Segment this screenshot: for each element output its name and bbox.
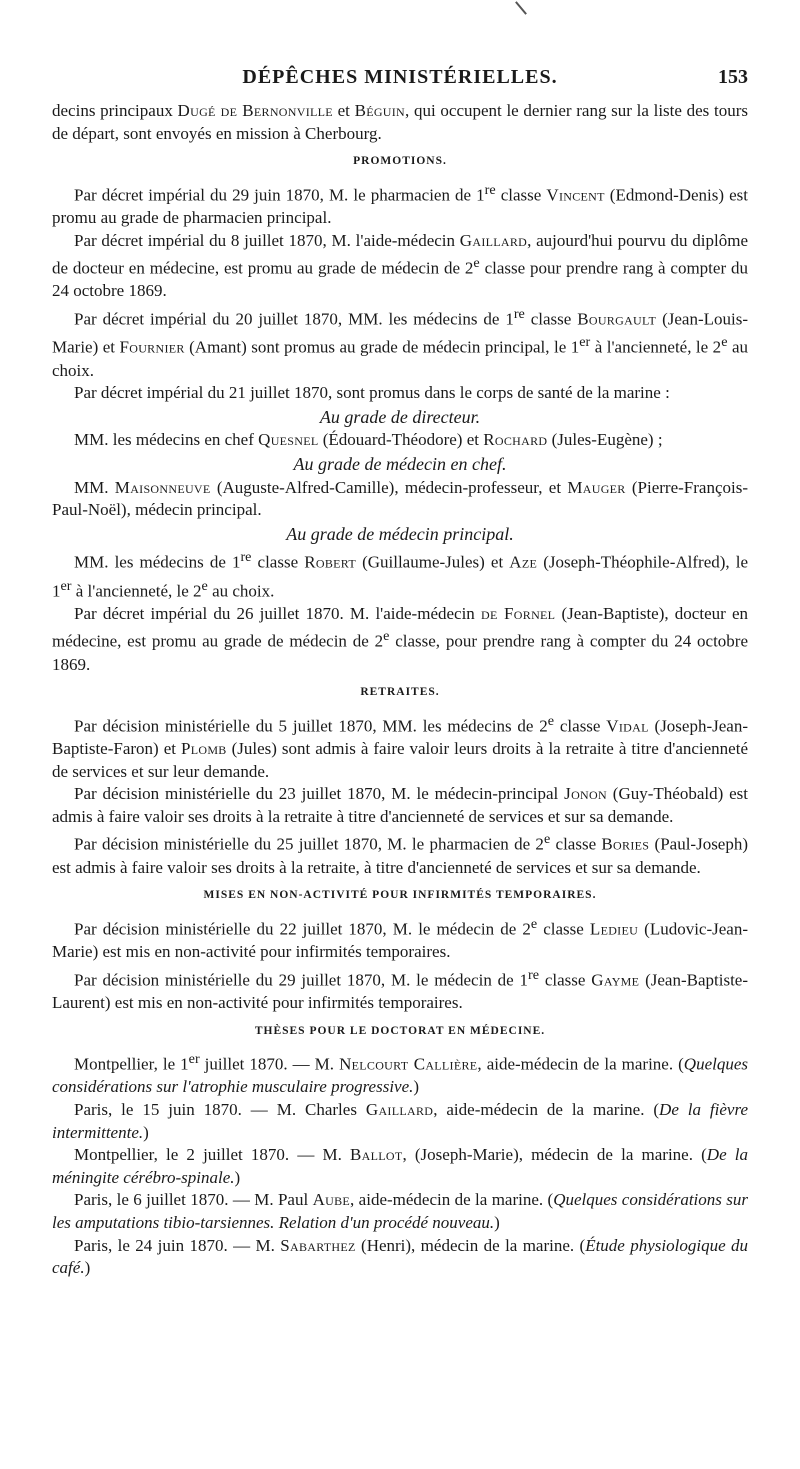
paragraph	[52, 303, 748, 382]
text-run: (Paul-Joseph) est admis à faire valoir ses droits à la retraite, à titre d'ancienneté de services et sur sa demande.	[52, 835, 749, 877]
text-run: classe	[537, 919, 590, 939]
paragraph	[52, 710, 748, 783]
person-name: Gayme	[591, 970, 640, 990]
person-name: Gaillard	[365, 1100, 434, 1120]
superscript: e	[201, 577, 208, 594]
text-run: Paris, le 24 juin 1870. — M.	[74, 1235, 281, 1255]
person-name: Fournier	[119, 337, 185, 357]
text-run: (Jules) sont admis à faire valoir leurs droits à la retraite à titre d'ancienneté de services et sur leur demande.	[52, 739, 748, 781]
page-header	[52, 66, 748, 96]
superscript: re	[240, 549, 252, 566]
text-run: (Henri), médecin de la marine. (	[355, 1235, 586, 1255]
text-run: au choix.	[207, 581, 275, 601]
person-name: Aze	[509, 552, 538, 572]
text-run: Par décision ministérielle du 23 juillet 1870, M. le médecin-principal	[74, 784, 565, 804]
text-run: )	[234, 1167, 241, 1187]
text-run: , qui occupent le dernier rang sur la liste des tours de départ, sont envoyés en mission à Cherbourg.	[52, 101, 748, 143]
paragraph	[52, 913, 748, 964]
person-name: Quesnel	[258, 430, 319, 450]
text-run: Par décision ministérielle du 25 juillet 1870, M. le pharmacien de 2	[74, 835, 544, 855]
person-name: Bourgault	[577, 309, 657, 329]
text-run: , (Joseph-Marie), médecin de la marine. (	[402, 1145, 707, 1165]
superscript: er	[60, 577, 72, 594]
person-name: Vidal	[606, 716, 649, 736]
text-run: (Édouard-Théodore) et	[318, 430, 484, 450]
page-number: 153	[718, 66, 748, 88]
text-run: )	[413, 1077, 420, 1097]
intro-paragraph	[52, 100, 748, 145]
subheading-medecin-principal: Au grade de médecin principal.	[286, 523, 514, 544]
paragraph	[52, 477, 748, 522]
paragraph	[52, 1235, 748, 1280]
paragraph	[52, 1144, 748, 1189]
text-run: MM. les médecins en chef	[74, 430, 259, 450]
scan-mark	[515, 1, 527, 15]
text-run: (Auguste-Alfred-Camille), médecin-professeur, et	[210, 477, 568, 497]
text-run: , aide-médecin de la marine. (	[433, 1100, 660, 1120]
text-run: (Edmond-Denis) est promu au grade de pharmacien principal.	[52, 185, 749, 228]
person-name: Maisonneuve	[114, 477, 211, 497]
text-run: (Joseph-Théophile-Alfred), le 1	[52, 552, 749, 601]
text-run: MM.	[74, 477, 115, 497]
paragraph	[52, 828, 748, 879]
paragraph	[52, 783, 748, 828]
paragraph	[52, 230, 748, 303]
text-run: à l'ancienneté, le 2	[590, 337, 722, 357]
person-name: Rochard	[483, 430, 548, 450]
text-run: (Pierre-François-Paul-Noël), médecin principal.	[52, 477, 749, 520]
text-run: Par décret impérial du 29 juin 1870, M. le pharmacien de 1	[74, 185, 485, 205]
thesis-title: Étude physiologique du café.	[52, 1235, 748, 1278]
text-run: classe	[251, 552, 305, 572]
superscript: re	[484, 181, 496, 198]
text-run: )	[143, 1122, 149, 1142]
text-run: (Guillaume-Jules) et	[355, 552, 510, 572]
section-heading-non-activite: MISES EN NON-ACTIVITÉ POUR INFIRMITÉS TEMPORAIRES.	[203, 889, 597, 902]
person-name: Ledieu	[589, 919, 639, 939]
text-run: (Jules-Eugène) ;	[547, 430, 663, 450]
running-title: DÉPÊCHES MINISTÉRIELLES.	[242, 66, 558, 88]
person-name: Vincent	[546, 185, 605, 205]
person-name: Sabarthez	[280, 1235, 356, 1255]
person-name: Bories	[601, 835, 650, 855]
text-run: Montpellier, le 2 juillet 1870. — M.	[74, 1145, 350, 1165]
text-run: Paris, le 15 juin 1870. — M. Charles	[74, 1100, 366, 1120]
thesis-title: Quelques considérations sur l'atrophie musculaire progressive.	[52, 1054, 749, 1097]
text-run: )	[84, 1258, 91, 1278]
text-run: Par décret impérial du 20 juillet 1870, MM. les médecins de 1	[74, 309, 514, 329]
text-run: classe	[539, 970, 592, 990]
text-run: (Guy-Théobald) est admis à faire valoir ses droits à la retraite à titre d'ancienneté de services et sur sa demande.	[52, 784, 749, 826]
text-run: classe pour prendre rang à compter du 24 octobre 1869.	[52, 258, 748, 301]
paragraph	[52, 1189, 748, 1234]
paragraph	[52, 603, 748, 676]
text-run: classe	[550, 835, 602, 855]
text-run: Par décret impérial du 26 juillet 1870. M. l'aide-médecin	[74, 603, 481, 623]
paragraph	[52, 1099, 748, 1144]
person-name: Aube	[312, 1190, 351, 1210]
page-body	[52, 100, 748, 1280]
text-run: , aide-médecin de la marine. (	[350, 1190, 554, 1210]
superscript: e	[473, 255, 480, 272]
text-run: Par décision ministérielle du 29 juillet 1870, M. le médecin de 1	[74, 970, 529, 990]
person-name: Dugé de Bernonville	[177, 101, 333, 120]
superscript: er	[579, 334, 591, 351]
subheading-directeur: Au grade de directeur.	[319, 406, 481, 427]
text-run: Par décret impérial du 8 juillet 1870, M. l'aide-médecin	[74, 230, 460, 250]
superscript: e	[547, 712, 555, 729]
section-heading-retraites: RETRAITES.	[360, 686, 440, 699]
text-run: (Jean-Baptiste-Laurent) est mis en non-activité pour infirmités temporaires.	[52, 970, 749, 1012]
person-name: Gaillard	[459, 230, 528, 250]
text-run: MM. les médecins de 1	[74, 552, 241, 572]
person-name: Jonon	[564, 784, 607, 804]
section-heading-promotions: PROMOTIONS.	[353, 155, 447, 168]
text-run: au choix.	[52, 337, 749, 380]
superscript: e	[721, 334, 728, 351]
text-run: juillet 1870. — M.	[199, 1054, 340, 1074]
thesis-title: De la méningite cérébro-spinale.	[52, 1145, 749, 1187]
superscript: re	[513, 306, 525, 323]
paragraph	[52, 179, 748, 230]
text-run: classe	[524, 309, 578, 329]
person-name: Robert	[304, 552, 356, 572]
text-run: et	[332, 101, 355, 120]
paragraph	[52, 546, 748, 603]
text-run: à l'ancienneté, le 2	[71, 581, 202, 601]
paragraph: Par décret impérial du 21 juillet 1870, sont promus dans le corps de santé de la marine :	[74, 383, 670, 403]
superscript: er	[188, 1051, 200, 1068]
paragraph	[52, 429, 748, 452]
text-run: , aide-médecin de la marine. (	[477, 1054, 684, 1074]
text-run: classe	[495, 185, 547, 205]
text-run: , aujourd'hui pourvu du diplôme de docteur en médecine, est promu au grade de médecin de 2	[52, 230, 749, 278]
text-run: Paris, le 6 juillet 1870. — M. Paul	[74, 1190, 313, 1210]
text-run: (Jean-Louis-Marie) et	[52, 309, 748, 357]
paragraph	[52, 1048, 748, 1099]
superscript: e	[530, 915, 538, 932]
text-run: (Jean-Baptiste), docteur en médecine, est promu au grade de médecin de 2	[52, 603, 748, 652]
superscript: e	[383, 628, 390, 645]
thesis-title: Quelques considérations sur les amputations tibio-tarsiennes. Relation d'un procédé nouveau.	[52, 1190, 748, 1232]
text-run: )	[494, 1213, 500, 1232]
superscript: e	[543, 831, 551, 848]
person-name: Plomb	[180, 739, 227, 759]
text-run: (Joseph-Jean-Baptiste-Faron) et	[52, 716, 748, 759]
person-name: Mauger	[567, 477, 626, 497]
person-name: Nelcourt Callière	[339, 1054, 478, 1074]
text-run: classe, pour prendre rang à compter du 24 octobre 1869.	[52, 632, 749, 674]
text-run: decins principaux	[52, 101, 178, 120]
text-run: Par décision ministérielle du 22 juillet 1870, M. le médecin de 2	[74, 919, 531, 939]
thesis-title: De la fièvre intermittente.	[52, 1100, 748, 1142]
person-name: Béguin	[354, 101, 406, 120]
subheading-medecin-en-chef: Au grade de médecin en chef.	[293, 453, 507, 474]
text-run: (Ludovic-Jean-Marie) est mis en non-activité pour infirmités temporaires.	[52, 919, 749, 962]
person-name: Ballot	[350, 1145, 403, 1165]
paragraph	[52, 964, 748, 1015]
text-run: Par décision ministérielle du 5 juillet 1870, MM. les médecins de 2	[74, 716, 548, 736]
section-heading-theses: THÈSES POUR LE DOCTORAT EN MÉDECINE.	[254, 1024, 546, 1037]
superscript: re	[528, 966, 540, 983]
person-name: de Fornel	[480, 603, 556, 623]
text-run: (Amant) sont promus au grade de médecin principal, le 1	[184, 337, 580, 357]
text-run: Montpellier, le 1	[74, 1054, 189, 1074]
text-run: classe	[554, 716, 607, 736]
